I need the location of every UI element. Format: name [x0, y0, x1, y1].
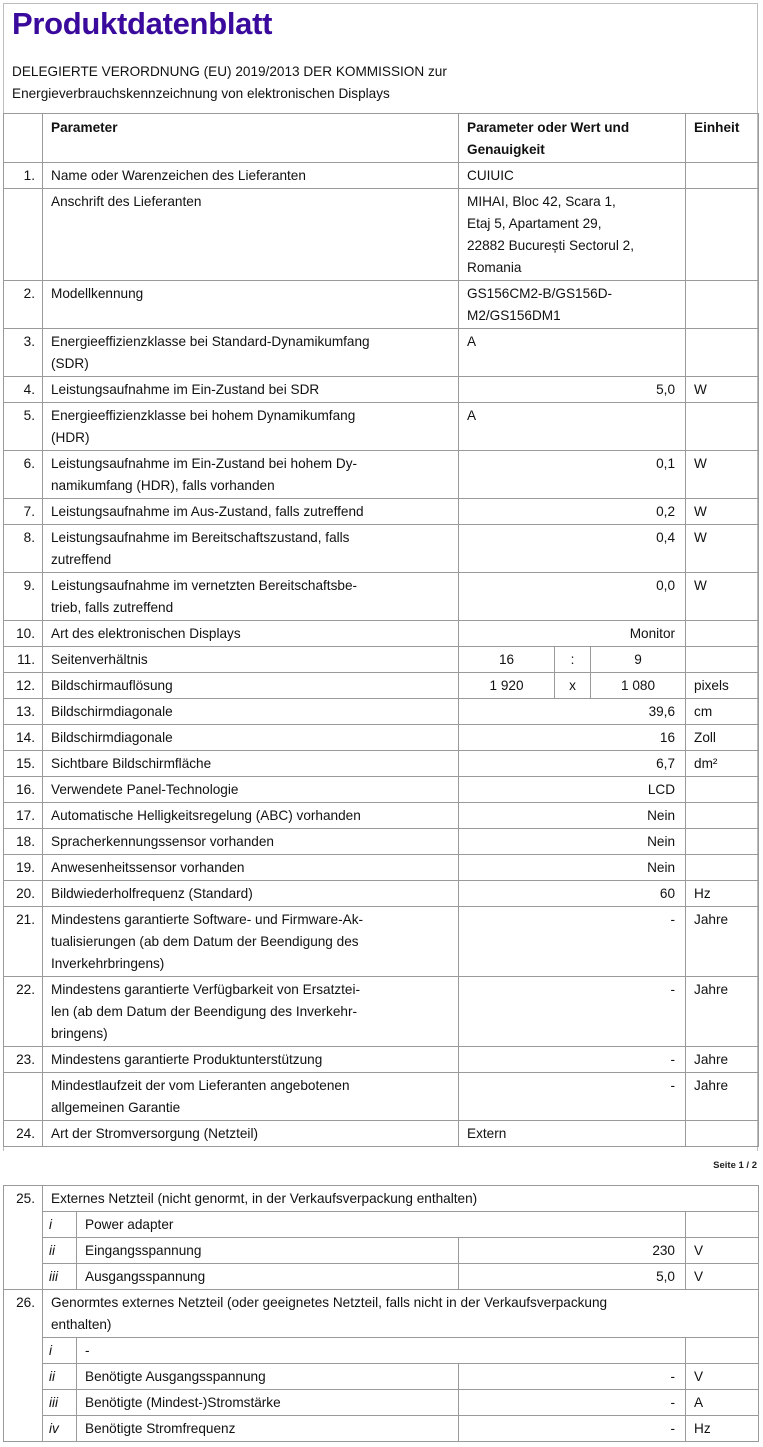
sub-unit	[686, 1212, 759, 1238]
row-unit	[686, 1121, 759, 1147]
row-value-address	[459, 189, 686, 281]
row-num: 17.	[4, 803, 43, 829]
sub-value: -	[459, 1390, 686, 1416]
section-num: 25.	[4, 1186, 43, 1212]
header-value-line: Parameter oder Wert und	[467, 120, 630, 135]
header-num	[4, 114, 43, 163]
row-num: 3.	[4, 329, 43, 377]
row-unit	[686, 855, 759, 881]
row-unit	[686, 281, 759, 329]
table-row	[4, 803, 759, 829]
table-row	[4, 189, 759, 281]
row-num: 21.	[4, 907, 43, 977]
row-num: 15.	[4, 751, 43, 777]
row-unit: dm²	[686, 751, 759, 777]
sub-value: 5,0	[459, 1264, 686, 1290]
row-param: Modellkennung	[43, 281, 459, 329]
roman-num: iv	[43, 1416, 77, 1442]
row-value-a: 16	[459, 647, 555, 673]
section-title-line: enthalten)	[51, 1317, 112, 1332]
table-row	[4, 751, 759, 777]
row-num: 8.	[4, 525, 43, 573]
row-value: 0,4	[459, 525, 686, 573]
row-num: 12.	[4, 673, 43, 699]
param-line: zutreffend	[51, 552, 112, 567]
roman-num: iii	[43, 1390, 77, 1416]
sub-value: -	[459, 1416, 686, 1442]
row-param: Art des elektronischen Displays	[43, 621, 459, 647]
section-title	[43, 1290, 759, 1338]
row-param: Automatische Helligkeitsregelung (ABC) vorhanden	[43, 803, 459, 829]
sub-row	[4, 1212, 759, 1238]
row-num: 1.	[4, 163, 43, 189]
blank-cell	[4, 1238, 43, 1264]
table-row	[4, 1047, 759, 1073]
row-value: 0,2	[459, 499, 686, 525]
row-value-separator: x	[555, 673, 591, 699]
row-param: Leistungsaufnahme im Ein-Zustand bei SDR	[43, 377, 459, 403]
row-value: A	[459, 403, 686, 451]
roman-num: i	[43, 1212, 77, 1238]
roman-num: iii	[43, 1264, 77, 1290]
row-unit	[686, 647, 759, 673]
sub-unit: V	[686, 1364, 759, 1390]
row-num: 20.	[4, 881, 43, 907]
sub-label: Power adapter	[77, 1212, 686, 1238]
row-unit	[686, 803, 759, 829]
row-value: -	[459, 1047, 686, 1073]
row-num: 6.	[4, 451, 43, 499]
row-param: Verwendete Panel-Technologie	[43, 777, 459, 803]
table-row	[4, 525, 759, 573]
row-unit: Hz	[686, 881, 759, 907]
table-row	[4, 499, 759, 525]
param-line: Leistungsaufnahme im vernetzten Bereitschaftsbe-	[51, 578, 358, 593]
sub-value: -	[459, 1364, 686, 1390]
table-header-row	[4, 114, 759, 163]
param-line: Inverkehrbringens)	[51, 956, 165, 971]
subtitle-line-1: DELEGIERTE VERORDNUNG (EU) 2019/2013 DER KOMMISSION zur	[12, 64, 447, 79]
blank-cell	[4, 1364, 43, 1390]
table-row	[4, 725, 759, 751]
sub-unit: V	[686, 1264, 759, 1290]
param-line: len (ab dem Datum der Beendigung des Inverkehr-	[51, 1004, 358, 1019]
blank-cell	[4, 1264, 43, 1290]
sub-row	[4, 1264, 759, 1290]
table-row	[4, 403, 759, 451]
blank-cell	[4, 1212, 43, 1238]
table-row	[4, 621, 759, 647]
table-row	[4, 647, 759, 673]
roman-num: ii	[43, 1238, 77, 1264]
sub-unit: Hz	[686, 1416, 759, 1442]
blank-cell	[4, 1338, 43, 1364]
sub-unit: V	[686, 1238, 759, 1264]
table-row	[4, 699, 759, 725]
row-num: 7.	[4, 499, 43, 525]
row-param	[43, 907, 459, 977]
header-value	[459, 114, 686, 163]
param-line: (HDR)	[51, 430, 90, 445]
row-value: 0,0	[459, 573, 686, 621]
row-num: 10.	[4, 621, 43, 647]
row-value: Monitor	[459, 621, 686, 647]
row-num: 24.	[4, 1121, 43, 1147]
row-param: Seitenverhältnis	[43, 647, 459, 673]
row-value-model	[459, 281, 686, 329]
param-line: namikumfang (HDR), falls vorhanden	[51, 478, 275, 493]
table-row	[4, 1073, 759, 1121]
row-num: 9.	[4, 573, 43, 621]
param-line: bringens)	[51, 1026, 108, 1041]
row-unit	[686, 189, 759, 281]
blank-cell	[4, 1390, 43, 1416]
row-unit	[686, 777, 759, 803]
row-unit	[686, 163, 759, 189]
sub-row	[4, 1338, 759, 1364]
row-value: -	[459, 907, 686, 977]
row-value: 39,6	[459, 699, 686, 725]
row-num: 19.	[4, 855, 43, 881]
row-unit: Jahre	[686, 907, 759, 977]
param-line: Leistungsaufnahme im Ein-Zustand bei hohem Dy-	[51, 456, 358, 471]
row-value-b: 1 080	[591, 673, 686, 699]
row-unit: W	[686, 573, 759, 621]
row-value: CUIUIC	[459, 163, 686, 189]
power-supply-table	[3, 1185, 759, 1442]
row-unit: pixels	[686, 673, 759, 699]
row-value: Extern	[459, 1121, 686, 1147]
sub-row	[4, 1364, 759, 1390]
table-row	[4, 855, 759, 881]
sub-value: 230	[459, 1238, 686, 1264]
row-param	[43, 329, 459, 377]
param-line: Energieeffizienzklasse bei Standard-Dynamikumfang	[51, 334, 370, 349]
param-line: (SDR)	[51, 356, 89, 371]
row-unit: cm	[686, 699, 759, 725]
table-row	[4, 907, 759, 977]
row-param	[43, 573, 459, 621]
table-row	[4, 573, 759, 621]
row-num: 4.	[4, 377, 43, 403]
row-num: 22.	[4, 977, 43, 1047]
param-line: Mindestlaufzeit der vom Lieferanten angebotenen	[51, 1078, 350, 1093]
table-row	[4, 163, 759, 189]
sub-label: -	[77, 1338, 686, 1364]
sub-unit	[686, 1338, 759, 1364]
table-row	[4, 777, 759, 803]
row-unit: W	[686, 525, 759, 573]
row-param: Name oder Warenzeichen des Lieferanten	[43, 163, 459, 189]
param-line: tualisierungen (ab dem Datum der Beendigung des	[51, 934, 359, 949]
row-unit	[686, 329, 759, 377]
model-line: M2/GS156DM1	[467, 308, 561, 323]
section-num: 26.	[4, 1290, 43, 1338]
row-unit	[686, 829, 759, 855]
param-line: Energieeffizienzklasse bei hohem Dynamikumfang	[51, 408, 356, 423]
row-param: Anschrift des Lieferanten	[43, 189, 459, 281]
row-value: -	[459, 1073, 686, 1121]
row-value: -	[459, 977, 686, 1047]
parameter-table	[3, 113, 759, 1147]
address-line: Romania	[467, 260, 522, 275]
param-line: Mindestens garantierte Software- und Firmware-Ak-	[51, 912, 364, 927]
sub-label: Ausgangsspannung	[77, 1264, 459, 1290]
row-num: 2.	[4, 281, 43, 329]
row-num: 16.	[4, 777, 43, 803]
row-value: 60	[459, 881, 686, 907]
document-title: Produktdatenblatt	[12, 6, 273, 41]
sub-label: Benötigte Ausgangsspannung	[77, 1364, 459, 1390]
document-subtitle	[12, 61, 447, 105]
address-line: Etaj 5, Apartament 29,	[467, 216, 602, 231]
row-value: Nein	[459, 829, 686, 855]
row-unit: W	[686, 451, 759, 499]
row-param	[43, 403, 459, 451]
param-line: trieb, falls zutreffend	[51, 600, 174, 615]
row-param	[43, 451, 459, 499]
row-value: LCD	[459, 777, 686, 803]
table-row	[4, 377, 759, 403]
row-num: 13.	[4, 699, 43, 725]
page-indicator: Seite 1 / 2	[713, 1160, 757, 1171]
row-value-a: 1 920	[459, 673, 555, 699]
row-value: 0,1	[459, 451, 686, 499]
row-num: 5.	[4, 403, 43, 451]
row-unit: Zoll	[686, 725, 759, 751]
row-param	[43, 977, 459, 1047]
sub-row	[4, 1416, 759, 1442]
section-25-header	[4, 1186, 759, 1212]
table-row	[4, 329, 759, 377]
row-num	[4, 1073, 43, 1121]
row-value: 5,0	[459, 377, 686, 403]
param-line: allgemeinen Garantie	[51, 1100, 181, 1115]
model-line: GS156CM2-B/GS156D-	[467, 286, 613, 301]
row-param: Art der Stromversorgung (Netzteil)	[43, 1121, 459, 1147]
table-row	[4, 281, 759, 329]
row-param: Bildschirmauflösung	[43, 673, 459, 699]
header-value-line: Genauigkeit	[467, 142, 545, 157]
param-line: Mindestens garantierte Verfügbarkeit von Ersatztei-	[51, 982, 361, 997]
row-value-b: 9	[591, 647, 686, 673]
row-unit: W	[686, 499, 759, 525]
sub-row	[4, 1238, 759, 1264]
sub-label: Benötigte Stromfrequenz	[77, 1416, 459, 1442]
sub-row	[4, 1390, 759, 1416]
table-row	[4, 451, 759, 499]
row-param: Mindestens garantierte Produktunterstützung	[43, 1047, 459, 1073]
sub-label: Eingangsspannung	[77, 1238, 459, 1264]
sub-unit: A	[686, 1390, 759, 1416]
row-value: A	[459, 329, 686, 377]
row-num: 14.	[4, 725, 43, 751]
row-param: Bildschirmdiagonale	[43, 699, 459, 725]
table-row	[4, 977, 759, 1047]
address-line: MIHAI, Bloc 42, Scara 1,	[467, 194, 616, 209]
table-row	[4, 673, 759, 699]
row-unit: Jahre	[686, 1073, 759, 1121]
row-value: Nein	[459, 855, 686, 881]
address-line: 22882 București Sectorul 2,	[467, 238, 635, 253]
table-row	[4, 829, 759, 855]
row-unit: Jahre	[686, 977, 759, 1047]
blank-cell	[4, 1416, 43, 1442]
table-row	[4, 881, 759, 907]
row-num	[4, 189, 43, 281]
row-param: Bildschirmdiagonale	[43, 725, 459, 751]
param-line: Leistungsaufnahme im Bereitschaftszustand, falls	[51, 530, 350, 545]
section-title-line: Genormtes externes Netzteil (oder geeignetes Netzteil, falls nicht in der Verkaufsverpackung	[51, 1295, 608, 1310]
row-num: 18.	[4, 829, 43, 855]
row-value: Nein	[459, 803, 686, 829]
roman-num: i	[43, 1338, 77, 1364]
row-param: Leistungsaufnahme im Aus-Zustand, falls zutreffend	[43, 499, 459, 525]
sub-label: Benötigte (Mindest-)Stromstärke	[77, 1390, 459, 1416]
roman-num: ii	[43, 1364, 77, 1390]
row-param	[43, 525, 459, 573]
row-unit: W	[686, 377, 759, 403]
section-title: Externes Netzteil (nicht genormt, in der Verkaufsverpackung enthalten)	[43, 1186, 759, 1212]
header-unit: Einheit	[686, 114, 759, 163]
table-row	[4, 1121, 759, 1147]
row-param: Sichtbare Bildschirmfläche	[43, 751, 459, 777]
row-param: Bildwiederholfrequenz (Standard)	[43, 881, 459, 907]
row-value: 16	[459, 725, 686, 751]
row-param: Anwesenheitssensor vorhanden	[43, 855, 459, 881]
row-unit	[686, 621, 759, 647]
row-num: 11.	[4, 647, 43, 673]
section-26-header	[4, 1290, 759, 1338]
row-unit	[686, 403, 759, 451]
row-param	[43, 1073, 459, 1121]
subtitle-line-2: Energieverbrauchskennzeichnung von elektronischen Displays	[12, 86, 390, 101]
row-unit: Jahre	[686, 1047, 759, 1073]
row-param: Spracherkennungssensor vorhanden	[43, 829, 459, 855]
header-parameter: Parameter	[43, 114, 459, 163]
row-num: 23.	[4, 1047, 43, 1073]
row-value: 6,7	[459, 751, 686, 777]
row-value-separator: :	[555, 647, 591, 673]
